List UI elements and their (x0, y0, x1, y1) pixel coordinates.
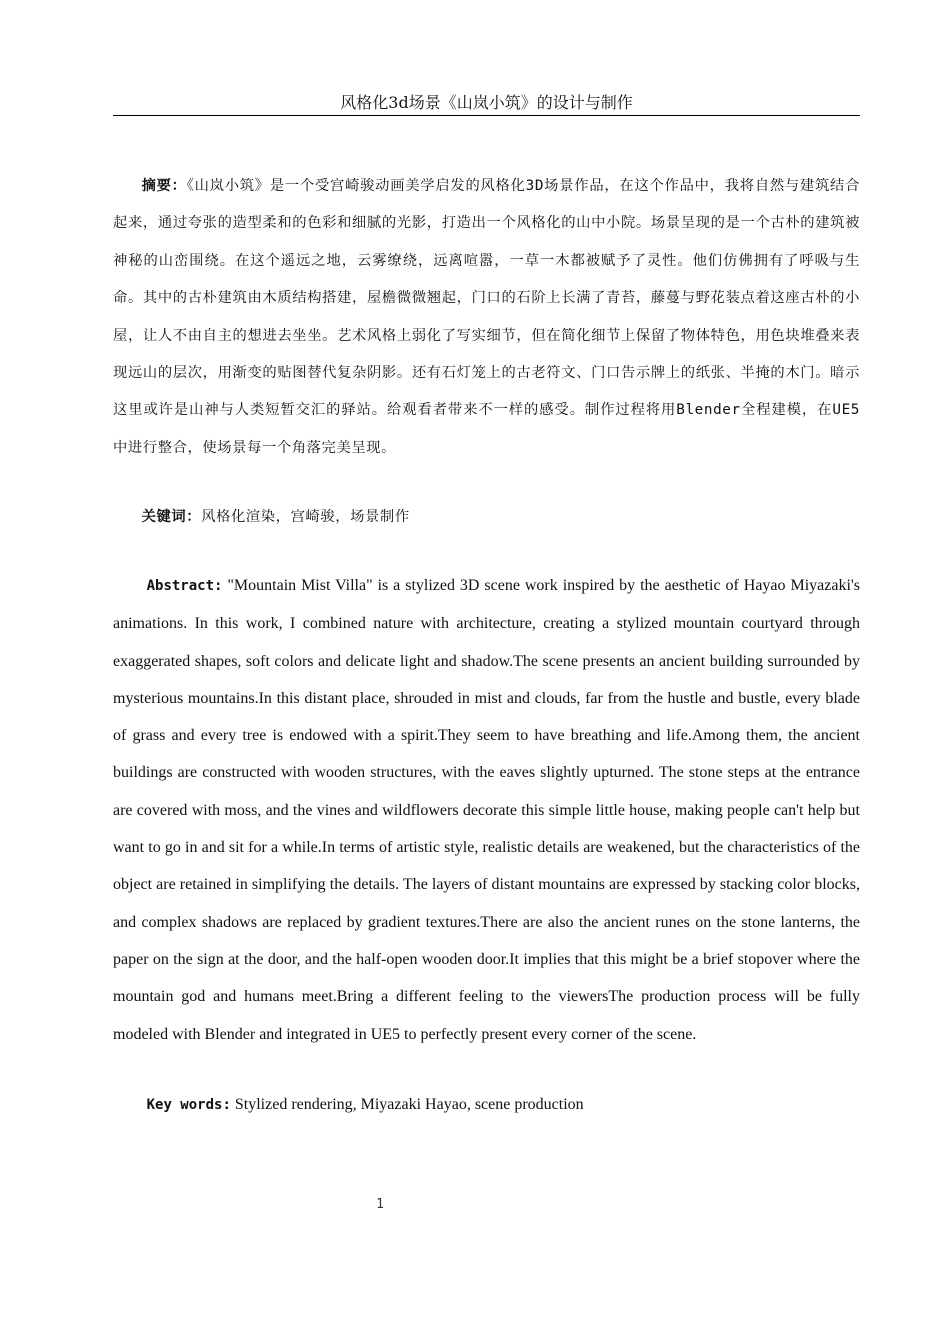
english-abstract-text: "Mountain Mist Villa" is a stylized 3D scene work inspired by the aesthetic of Hayao Miyazaki's animations. In this work, I combined nature with architecture, creating a stylized mountain courtyard through exaggerated shapes, soft colors and delicate light and shadow.The scene presents an ancient building surrounded by mysterious mountains.In this distant place, shrouded in mist and clouds, far from the hustle and bustle, every blade of grass and every tree is endowed with a spirit.They seem to have breathing and life.Among them, the ancient buildings are constructed with wooden structures, with the eaves slightly upturned. The stone steps at the entrance are covered with moss, and the vines and wildflowers decorate this simple little house, making people can't help but want to go in and sit for a while.In terms of artistic style, realistic details are weakened, but the characteristics of the object are retained in simplifying the details. The layers of distant mountains are expressed by stacking color blocks, and complex shadows are replaced by gradient textures.There are also the ancient runes on the stone lanterns, the paper on the sign at the door, and the half-open wooden door.It implies that this might be a brief stopover where the mountain god and humans meet.Bring a different feeling to the viewersThe production process will be fully modeled with Blender and integrated in UE5 to perfectly present every corner of the scene. (113, 577, 860, 1043)
chinese-keywords-label: 关键词： (141, 509, 202, 525)
chinese-keywords (113, 500, 860, 534)
english-keywords-label: Key words: (146, 1097, 231, 1113)
english-abstract (113, 567, 860, 1053)
english-keywords (113, 1088, 860, 1122)
chinese-abstract-label: 摘要： (141, 178, 187, 194)
page-number: 1 (376, 1197, 384, 1212)
document-title: 风格化3d场景《山岚小筑》的设计与制作 (340, 93, 633, 112)
english-keywords-text: Stylized rendering, Miyazaki Hayao, scene production (230, 1096, 584, 1113)
english-abstract-label: Abstract: (146, 578, 223, 594)
page-header (113, 90, 860, 116)
chinese-abstract (113, 168, 860, 467)
chinese-keywords-text: 风格化渲染，宫崎骏，场景制作 (201, 509, 410, 525)
chinese-abstract-text: 《山岚小筑》是一个受宫崎骏动画美学启发的风格化3D场景作品，在这个作品中，我将自然与建筑结合起来，通过夸张的造型柔和的色彩和细腻的光影，打造出一个风格化的山中小院。场景呈现的是一个古朴的建筑被神秘的山峦围绕。在这个遥远之地，云雾缭绕，远离喧嚣，一草一木都被赋予了灵性。他们仿佛拥有了呼吸与生命。其中的古朴建筑由木质结构搭建，屋檐微微翘起，门口的石阶上长满了青苔，藤蔓与野花装点着这座古朴的小屋，让人不由自主的想进去坐坐。艺术风格上弱化了写实细节，但在简化细节上保留了物体特色，用色块堆叠来表现远山的层次，用渐变的贴图替代复杂阴影。还有石灯笼上的古老符文、门口告示牌上的纸张、半掩的木门。暗示这里或许是山神与人类短暂交汇的驿站。给观看者带来不一样的感受。制作过程将用Blender全程建模，在UE5中进行整合，使场景每一个角落完美呈现。 (113, 178, 860, 456)
